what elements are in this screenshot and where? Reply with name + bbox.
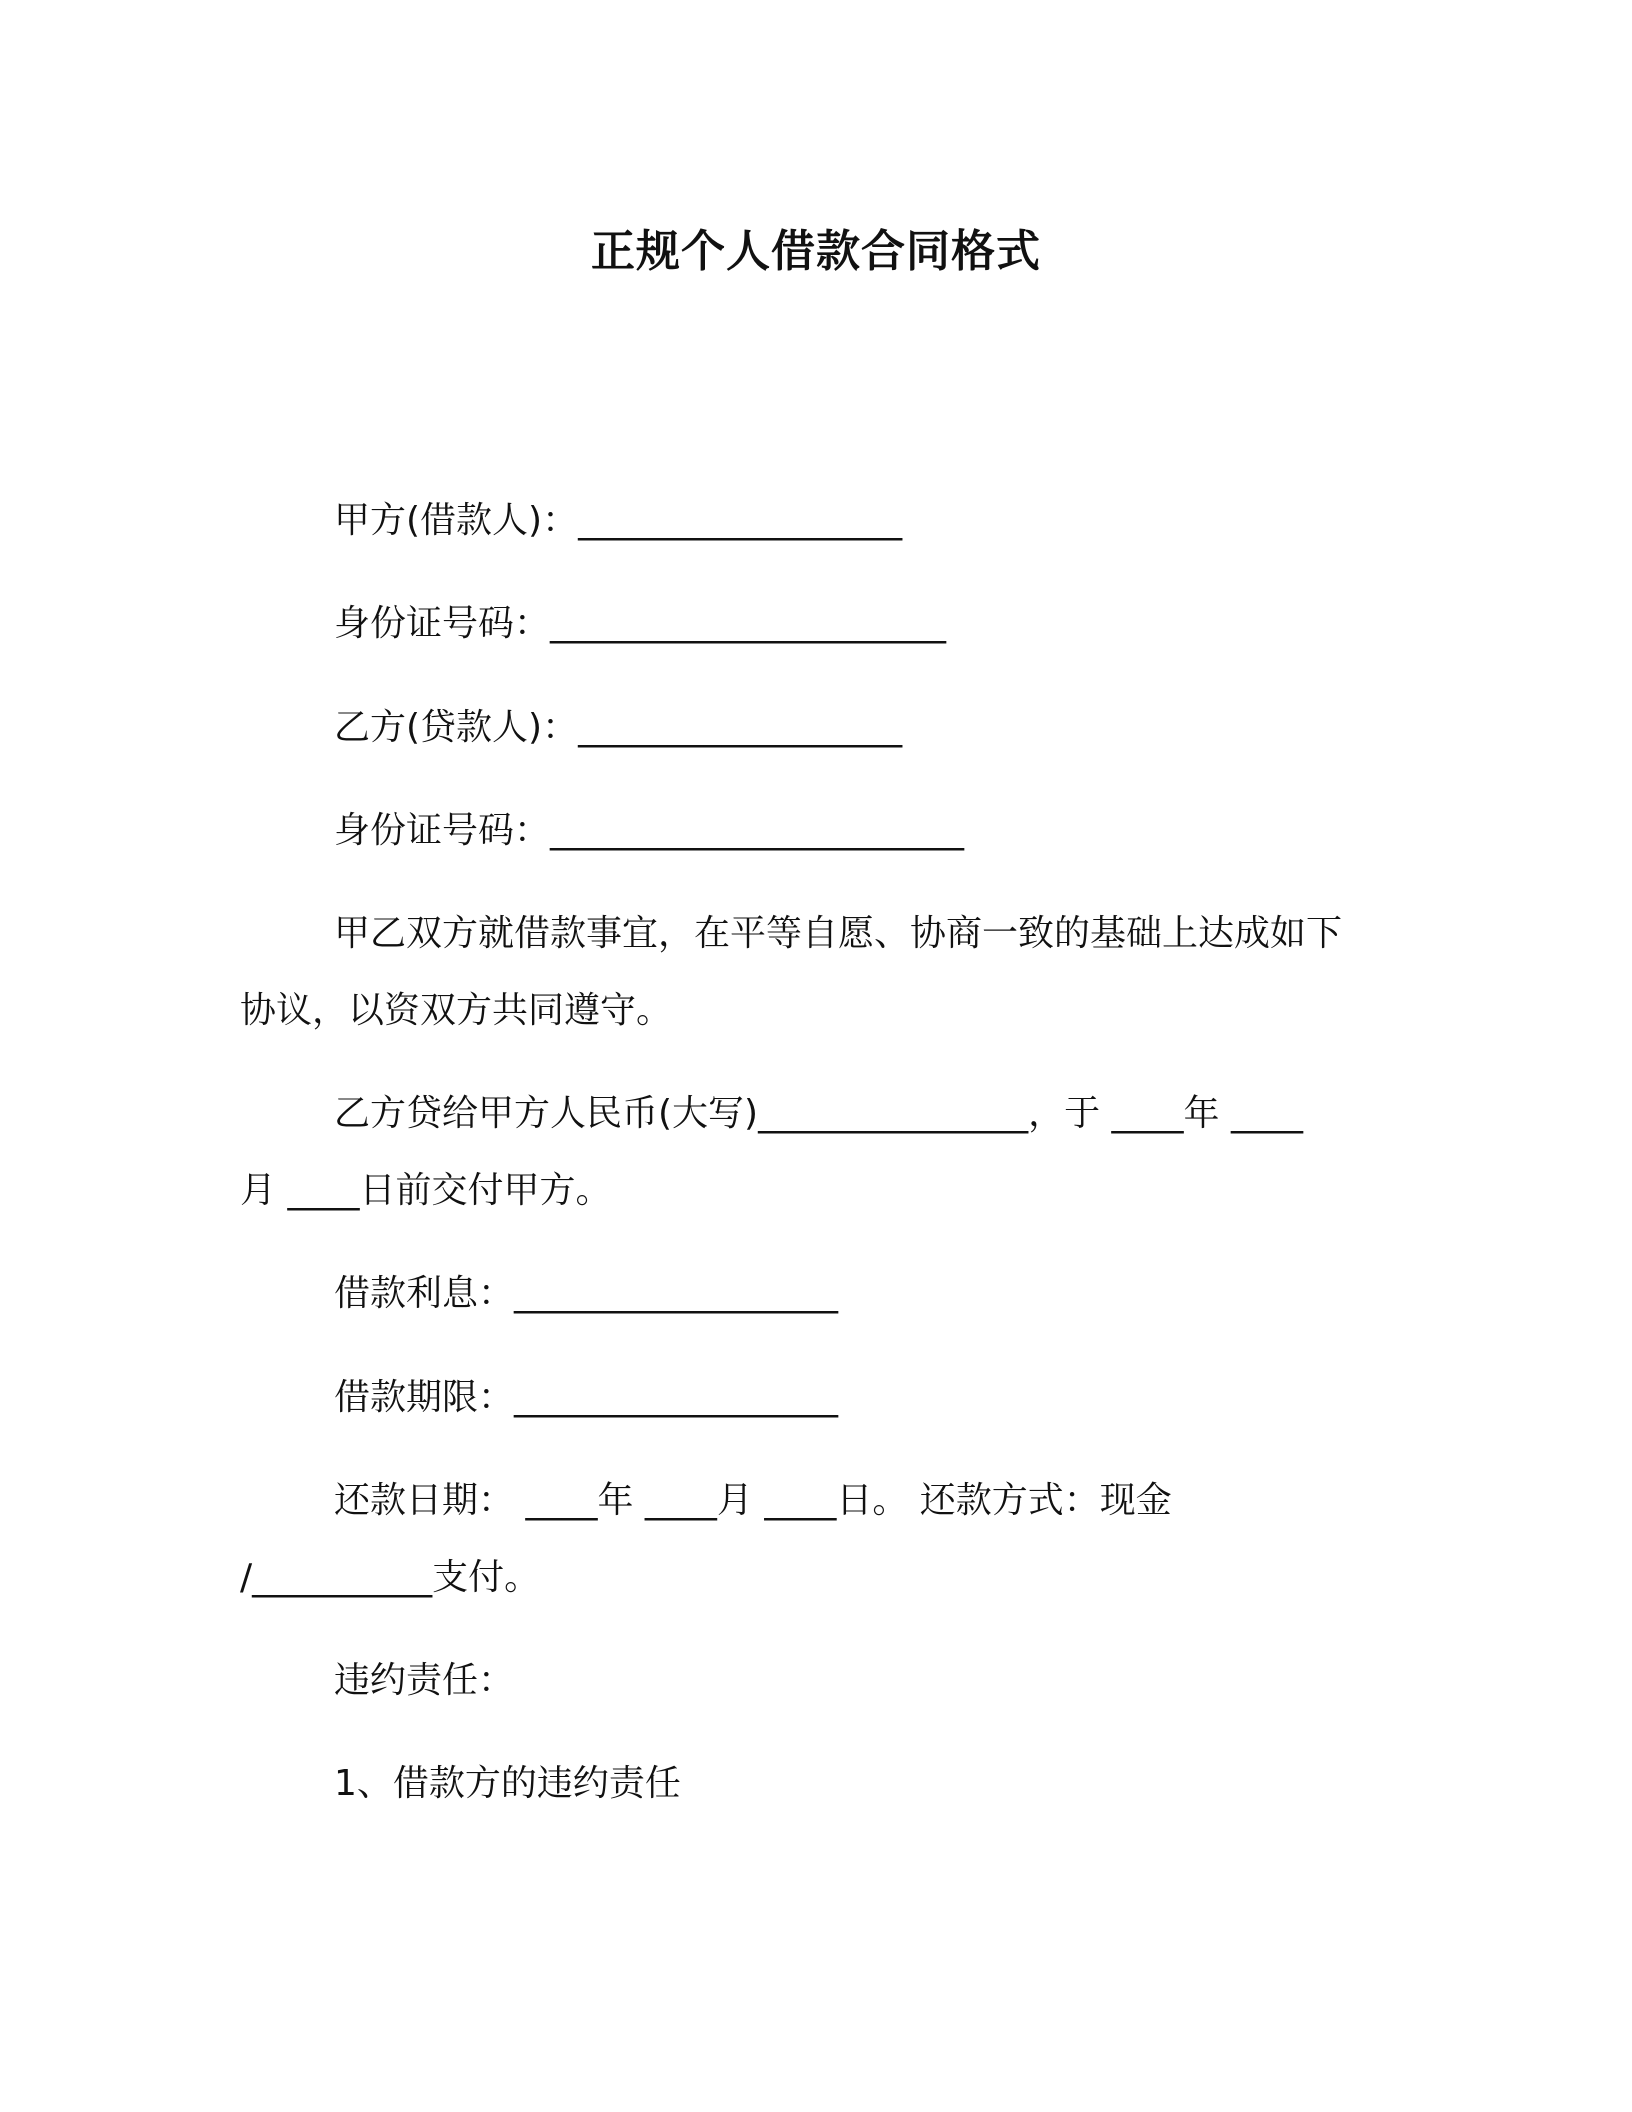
repayment-line-2: /__________支付。 <box>240 1557 541 1598</box>
party-a-id-line: 身份证号码：______________________ <box>334 603 947 644</box>
agreement-paragraph-line-1: 甲乙双方就借款事宜，在平等自愿、协商一致的基础上达成如下 <box>334 913 1343 954</box>
party-a-borrower-line: 甲方(借款人)：__________________ <box>334 500 903 541</box>
party-b-lender-line: 乙方(贷款人)：__________________ <box>334 707 903 748</box>
document-title: 正规个人借款合同格式 <box>591 226 1041 277</box>
loan-term-line: 借款期限：__________________ <box>334 1377 839 1418</box>
loan-amount-line-1: 乙方贷给甲方人民币(大写)_______________，于 ____年 ____ <box>334 1093 1303 1134</box>
loan-amount-line-2: 月 ____日前交付甲方。 <box>240 1170 612 1211</box>
borrower-breach-item: 1、借款方的违约责任 <box>334 1763 681 1804</box>
loan-interest-line: 借款利息：__________________ <box>334 1273 839 1314</box>
repayment-line-1: 还款日期： ____年 ____月 ____日。 还款方式：现金 <box>334 1480 1172 1521</box>
party-b-id-line: 身份证号码：_______________________ <box>334 810 965 851</box>
agreement-paragraph-line-2: 协议，以资双方共同遵守。 <box>240 990 673 1031</box>
breach-liability-heading: 违约责任： <box>334 1660 515 1701</box>
